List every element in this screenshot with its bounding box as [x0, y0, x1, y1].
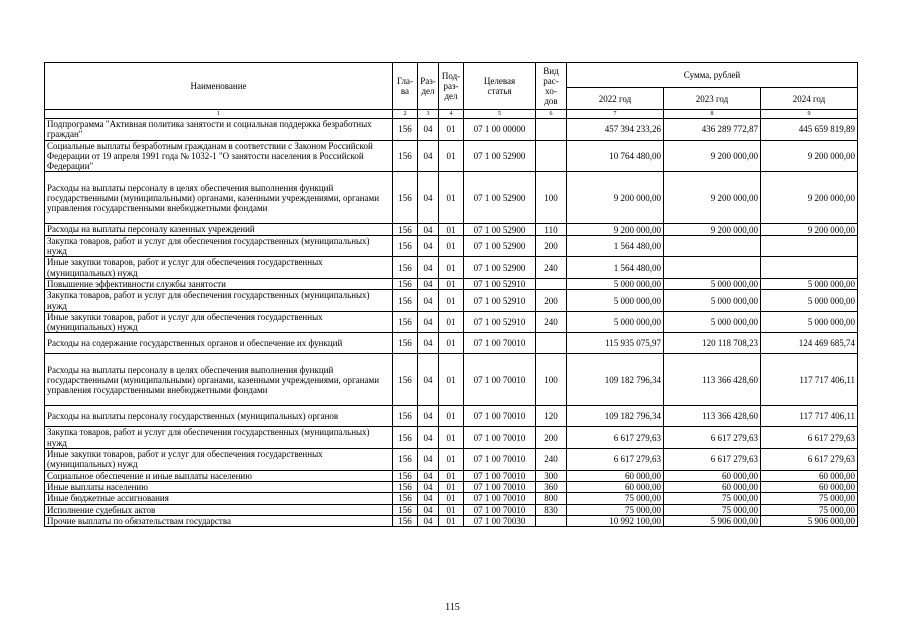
- cell-target: 07 1 00 52910: [464, 311, 536, 333]
- cell-target: 07 1 00 70010: [464, 493, 536, 504]
- cell-amount-2022: 1 564 480,00: [567, 235, 664, 257]
- cell-vid: 120: [536, 406, 567, 427]
- page-number: 115: [445, 602, 460, 613]
- cell-amount-2023: 113 366 428,60: [664, 354, 761, 406]
- cell-target: 07 1 00 52900: [464, 224, 536, 235]
- cell-amount-2022: 75 000,00: [567, 493, 664, 504]
- cell-glava: 156: [393, 406, 418, 427]
- cell-glava: 156: [393, 311, 418, 333]
- cell-amount-2023: 113 366 428,60: [664, 406, 761, 427]
- cell-amount-2022: 5 000 000,00: [567, 290, 664, 312]
- cell-name: Иные закупки товаров, работ и услуг для обеспечения государственных (муниципальных) нужд: [45, 257, 393, 279]
- cell-name: Иные бюджетные ассигнования: [45, 493, 393, 504]
- cell-amount-2024: 5 000 000,00: [761, 278, 858, 289]
- cell-razdel: 04: [418, 172, 439, 224]
- column-number: 2: [393, 110, 418, 119]
- cell-amount-2024: 6 617 279,63: [761, 449, 858, 471]
- table-row: [45, 449, 858, 471]
- cell-amount-2023: [664, 235, 761, 257]
- table-row: [45, 427, 858, 449]
- cell-target: 07 1 00 70010: [464, 406, 536, 427]
- cell-amount-2024: 5 906 000,00: [761, 515, 858, 526]
- cell-podrazdel: 01: [439, 119, 464, 141]
- cell-glava: 156: [393, 515, 418, 526]
- cell-target: 07 1 00 70010: [464, 481, 536, 492]
- cell-vid: 200: [536, 427, 567, 449]
- cell-amount-2022: 9 200 000,00: [567, 224, 664, 235]
- cell-vid: 200: [536, 290, 567, 312]
- table-row: [45, 119, 858, 141]
- cell-target: 07 1 00 52900: [464, 172, 536, 224]
- cell-podrazdel: 01: [439, 493, 464, 504]
- cell-target: 07 1 00 70010: [464, 504, 536, 515]
- cell-amount-2023: 75 000,00: [664, 493, 761, 504]
- cell-amount-2022: 457 394 233,26: [567, 119, 664, 141]
- cell-podrazdel: 01: [439, 427, 464, 449]
- cell-glava: 156: [393, 278, 418, 289]
- cell-razdel: 04: [418, 278, 439, 289]
- cell-amount-2024: 75 000,00: [761, 493, 858, 504]
- cell-amount-2022: 60 000,00: [567, 481, 664, 492]
- cell-glava: 156: [393, 449, 418, 471]
- header-glava: Гла- ва: [393, 63, 418, 110]
- cell-amount-2023: 6 617 279,63: [664, 449, 761, 471]
- cell-podrazdel: 01: [439, 449, 464, 471]
- cell-target: 07 1 00 52910: [464, 278, 536, 289]
- cell-podrazdel: 01: [439, 470, 464, 481]
- table-row: [45, 470, 858, 481]
- cell-podrazdel: 01: [439, 333, 464, 354]
- cell-name: Подпрограмма "Активная политика занятости и социальная поддержка безработных граждан": [45, 119, 393, 141]
- cell-glava: 156: [393, 172, 418, 224]
- cell-podrazdel: 01: [439, 290, 464, 312]
- table-row: [45, 235, 858, 257]
- cell-amount-2022: 109 182 796,34: [567, 406, 664, 427]
- cell-amount-2023: 5 000 000,00: [664, 278, 761, 289]
- table-row: [45, 290, 858, 312]
- cell-name: Закупка товаров, работ и услуг для обеспечения государственных (муниципальных) нужд: [45, 235, 393, 257]
- header-name: Наименование: [45, 63, 393, 110]
- cell-name: Социальные выплаты безработным гражданам в соответствии с Законом Российской Федерации от 19 апреля 1991 года № 1032-1 "О занятости населения в Российской Федерации": [45, 140, 393, 172]
- table-row: [45, 257, 858, 279]
- column-number: 5: [464, 110, 536, 119]
- cell-name: Иные закупки товаров, работ и услуг для обеспечения государственных (муниципальных) нужд: [45, 449, 393, 471]
- cell-vid: 240: [536, 257, 567, 279]
- cell-amount-2024: 9 200 000,00: [761, 140, 858, 172]
- column-number: 1: [45, 110, 393, 119]
- cell-target: 07 1 00 70010: [464, 470, 536, 481]
- budget-table-container: [44, 62, 857, 527]
- cell-name: Расходы на выплаты персоналу в целях обеспечения выполнения функций государственными (муниципальными) органами, казенными учреждениями, органами управления государственными внебюджетными фондами: [45, 354, 393, 406]
- cell-target: 07 1 00 70010: [464, 333, 536, 354]
- cell-vid: 100: [536, 354, 567, 406]
- cell-podrazdel: 01: [439, 515, 464, 526]
- cell-amount-2023: 9 200 000,00: [664, 140, 761, 172]
- table-row: [45, 311, 858, 333]
- cell-target: 07 1 00 70030: [464, 515, 536, 526]
- cell-amount-2023: 5 000 000,00: [664, 290, 761, 312]
- table-row: [45, 224, 858, 235]
- cell-vid: [536, 333, 567, 354]
- cell-razdel: 04: [418, 354, 439, 406]
- cell-amount-2022: 115 935 075,97: [567, 333, 664, 354]
- cell-amount-2024: 5 000 000,00: [761, 311, 858, 333]
- cell-podrazdel: 01: [439, 172, 464, 224]
- cell-razdel: 04: [418, 290, 439, 312]
- cell-podrazdel: 01: [439, 481, 464, 492]
- cell-vid: 240: [536, 311, 567, 333]
- cell-name: Расходы на выплаты персоналу государственных (муниципальных) органов: [45, 406, 393, 427]
- budget-table: [44, 62, 858, 527]
- cell-glava: 156: [393, 504, 418, 515]
- cell-amount-2023: 436 289 772,87: [664, 119, 761, 141]
- cell-target: 07 1 00 52900: [464, 257, 536, 279]
- table-row: [45, 278, 858, 289]
- cell-name: Иные выплаты населению: [45, 481, 393, 492]
- table-row: [45, 515, 858, 526]
- cell-razdel: 04: [418, 257, 439, 279]
- header-year-2023: 2023 год: [664, 88, 761, 110]
- cell-amount-2023: 9 200 000,00: [664, 172, 761, 224]
- cell-name: Социальное обеспечение и иные выплаты населению: [45, 470, 393, 481]
- cell-amount-2022: 109 182 796,34: [567, 354, 664, 406]
- cell-vid: [536, 515, 567, 526]
- table-row: [45, 172, 858, 224]
- cell-vid: 830: [536, 504, 567, 515]
- cell-razdel: 04: [418, 311, 439, 333]
- cell-amount-2022: 75 000,00: [567, 504, 664, 515]
- column-number: 7: [567, 110, 664, 119]
- cell-razdel: 04: [418, 470, 439, 481]
- cell-amount-2023: 5 000 000,00: [664, 311, 761, 333]
- cell-amount-2024: 117 717 406,11: [761, 354, 858, 406]
- cell-glava: 156: [393, 224, 418, 235]
- cell-name: Закупка товаров, работ и услуг для обеспечения государственных (муниципальных) нужд: [45, 290, 393, 312]
- cell-vid: [536, 278, 567, 289]
- cell-target: 07 1 00 70010: [464, 449, 536, 471]
- cell-podrazdel: 01: [439, 354, 464, 406]
- cell-name: Иные закупки товаров, работ и услуг для обеспечения государственных (муниципальных) нужд: [45, 311, 393, 333]
- cell-name: Исполнение судебных актов: [45, 504, 393, 515]
- cell-target: 07 1 00 52900: [464, 140, 536, 172]
- cell-amount-2022: 6 617 279,63: [567, 449, 664, 471]
- table-row: [45, 481, 858, 492]
- cell-razdel: 04: [418, 427, 439, 449]
- cell-amount-2024: 9 200 000,00: [761, 224, 858, 235]
- cell-vid: [536, 119, 567, 141]
- cell-vid: 300: [536, 470, 567, 481]
- cell-glava: 156: [393, 140, 418, 172]
- cell-razdel: 04: [418, 140, 439, 172]
- header-podrazdel: Под- раз- дел: [439, 63, 464, 110]
- header-target: Целевая статья: [464, 63, 536, 110]
- cell-razdel: 04: [418, 481, 439, 492]
- cell-amount-2022: 10 764 480,00: [567, 140, 664, 172]
- cell-amount-2024: 445 659 819,89: [761, 119, 858, 141]
- header-year-2024: 2024 год: [761, 88, 858, 110]
- cell-amount-2024: [761, 257, 858, 279]
- cell-vid: 200: [536, 235, 567, 257]
- cell-razdel: 04: [418, 493, 439, 504]
- cell-amount-2022: 9 200 000,00: [567, 172, 664, 224]
- cell-name: Расходы на выплаты персоналу казенных учреждений: [45, 224, 393, 235]
- cell-razdel: 04: [418, 449, 439, 471]
- cell-name: Расходы на выплаты персоналу в целях обеспечения выполнения функций государственными (муниципальными) органами, казенными учреждениями, органами управления государственными внебюджетными фондами: [45, 172, 393, 224]
- cell-target: 07 1 00 52900: [464, 235, 536, 257]
- cell-podrazdel: 01: [439, 504, 464, 515]
- cell-razdel: 04: [418, 224, 439, 235]
- cell-target: 07 1 00 52910: [464, 290, 536, 312]
- column-number: 6: [536, 110, 567, 119]
- header-razdel: Раз- дел: [418, 63, 439, 110]
- cell-glava: 156: [393, 235, 418, 257]
- cell-razdel: 04: [418, 406, 439, 427]
- cell-amount-2022: 10 992 100,00: [567, 515, 664, 526]
- cell-amount-2023: 75 000,00: [664, 504, 761, 515]
- cell-glava: 156: [393, 481, 418, 492]
- cell-vid: 360: [536, 481, 567, 492]
- cell-glava: 156: [393, 257, 418, 279]
- cell-glava: 156: [393, 470, 418, 481]
- cell-amount-2024: 5 000 000,00: [761, 290, 858, 312]
- cell-glava: 156: [393, 290, 418, 312]
- column-number: 9: [761, 110, 858, 119]
- table-row: [45, 354, 858, 406]
- cell-vid: 240: [536, 449, 567, 471]
- cell-razdel: 04: [418, 333, 439, 354]
- cell-glava: 156: [393, 493, 418, 504]
- cell-name: Расходы на содержание государственных органов и обеспечение их функций: [45, 333, 393, 354]
- cell-amount-2022: 6 617 279,63: [567, 427, 664, 449]
- cell-amount-2024: 60 000,00: [761, 481, 858, 492]
- cell-amount-2023: 60 000,00: [664, 481, 761, 492]
- cell-amount-2023: [664, 257, 761, 279]
- cell-amount-2022: 5 000 000,00: [567, 278, 664, 289]
- cell-amount-2022: 60 000,00: [567, 470, 664, 481]
- cell-podrazdel: 01: [439, 257, 464, 279]
- cell-podrazdel: 01: [439, 311, 464, 333]
- cell-podrazdel: 01: [439, 224, 464, 235]
- table-row: [45, 140, 858, 172]
- cell-name: Закупка товаров, работ и услуг для обеспечения государственных (муниципальных) нужд: [45, 427, 393, 449]
- column-number-row: [45, 110, 858, 119]
- header-sum: Сумма, рублей: [567, 63, 858, 88]
- cell-amount-2023: 120 118 708,23: [664, 333, 761, 354]
- table-row: [45, 493, 858, 504]
- cell-amount-2023: 5 906 000,00: [664, 515, 761, 526]
- cell-amount-2024: 9 200 000,00: [761, 172, 858, 224]
- cell-amount-2024: [761, 235, 858, 257]
- cell-target: 07 1 00 70010: [464, 427, 536, 449]
- cell-razdel: 04: [418, 119, 439, 141]
- cell-glava: 156: [393, 427, 418, 449]
- cell-name: Повышение эффективности службы занятости: [45, 278, 393, 289]
- cell-glava: 156: [393, 354, 418, 406]
- column-number: 4: [439, 110, 464, 119]
- cell-target: 07 1 00 00000: [464, 119, 536, 141]
- header-vid: Вид рас- хо- дов: [536, 63, 567, 110]
- table-row: [45, 333, 858, 354]
- cell-target: 07 1 00 70010: [464, 354, 536, 406]
- table-body: [45, 119, 858, 527]
- cell-amount-2024: 124 469 685,74: [761, 333, 858, 354]
- cell-razdel: 04: [418, 515, 439, 526]
- table-row: [45, 504, 858, 515]
- cell-razdel: 04: [418, 235, 439, 257]
- cell-amount-2023: 60 000,00: [664, 470, 761, 481]
- cell-podrazdel: 01: [439, 278, 464, 289]
- cell-amount-2022: 1 564 480,00: [567, 257, 664, 279]
- cell-vid: [536, 140, 567, 172]
- cell-razdel: 04: [418, 504, 439, 515]
- cell-amount-2023: 6 617 279,63: [664, 427, 761, 449]
- column-number: 8: [664, 110, 761, 119]
- table-row: [45, 406, 858, 427]
- cell-amount-2024: 117 717 406,11: [761, 406, 858, 427]
- cell-podrazdel: 01: [439, 235, 464, 257]
- cell-amount-2024: 6 617 279,63: [761, 427, 858, 449]
- column-number: 3: [418, 110, 439, 119]
- header-year-2022: 2022 год: [567, 88, 664, 110]
- cell-amount-2022: 5 000 000,00: [567, 311, 664, 333]
- cell-glava: 156: [393, 119, 418, 141]
- cell-vid: 100: [536, 172, 567, 224]
- cell-glava: 156: [393, 333, 418, 354]
- cell-name: Прочие выплаты по обязательствам государства: [45, 515, 393, 526]
- cell-podrazdel: 01: [439, 406, 464, 427]
- cell-podrazdel: 01: [439, 140, 464, 172]
- cell-vid: 800: [536, 493, 567, 504]
- cell-amount-2023: 9 200 000,00: [664, 224, 761, 235]
- cell-amount-2024: 75 000,00: [761, 504, 858, 515]
- table-header: [45, 63, 858, 119]
- cell-vid: 110: [536, 224, 567, 235]
- cell-amount-2024: 60 000,00: [761, 470, 858, 481]
